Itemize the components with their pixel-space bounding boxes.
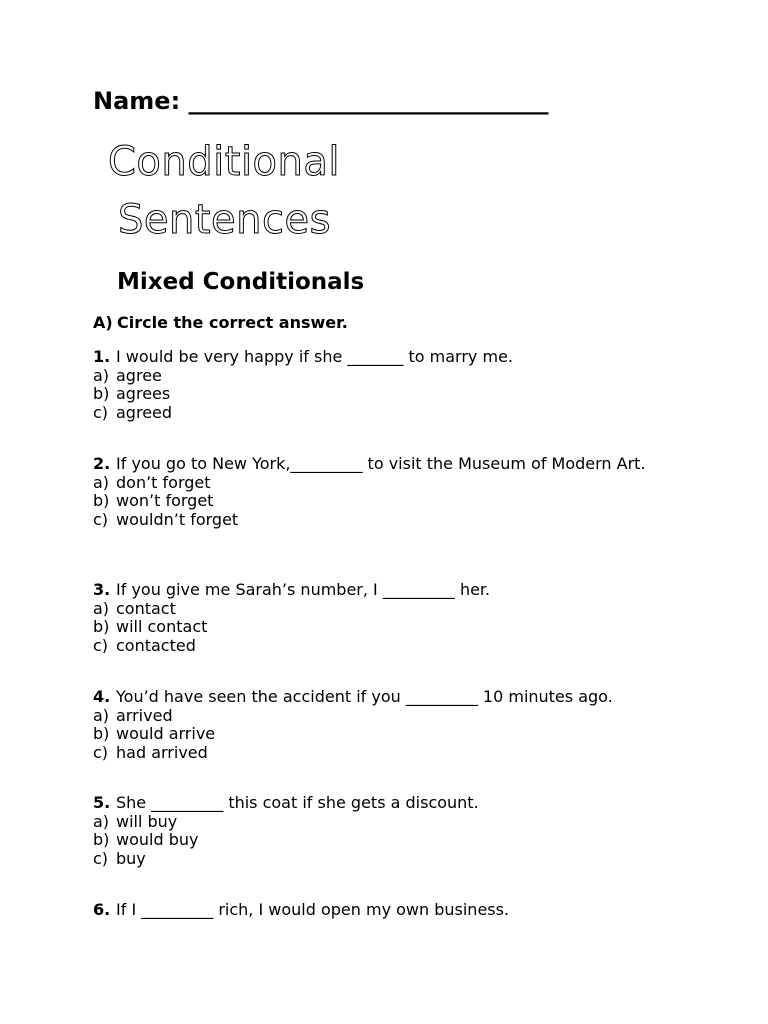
option-text: buy: [116, 848, 146, 868]
instruction-marker: A): [93, 313, 113, 332]
question-text: You’d have seen the accident if you _________ 10 minutes ago.: [116, 687, 613, 706]
question-4: [93, 688, 673, 762]
option-letter: c): [93, 635, 109, 655]
option-letter: c): [93, 509, 109, 529]
question-text: She _________ this coat if she gets a discount.: [116, 793, 479, 812]
answer-option[interactable]: [93, 404, 673, 423]
question-number: 3.: [93, 580, 111, 599]
option-text: agree: [116, 365, 162, 385]
instruction: [93, 312, 348, 334]
question-stem: [93, 794, 673, 813]
option-text: agrees: [116, 384, 171, 404]
option-letter: a): [93, 472, 110, 492]
instruction-text: Circle the correct answer.: [117, 313, 348, 332]
answer-option[interactable]: [93, 600, 673, 619]
option-letter: a): [93, 705, 110, 725]
question-text: I would be very happy if she _______ to marry me.: [116, 347, 513, 366]
option-letter: c): [93, 742, 109, 762]
option-letter: b): [93, 384, 110, 404]
question-2: [93, 455, 673, 529]
question-stem: [93, 455, 673, 474]
question-text: If you go to New York,_________ to visit the Museum of Modern Art.: [116, 454, 646, 473]
option-text: arrived: [116, 705, 173, 725]
answer-option[interactable]: [93, 813, 673, 832]
section-subtitle: Mixed Conditionals: [117, 269, 365, 295]
question-number: 2.: [93, 454, 111, 473]
option-text: would arrive: [116, 724, 216, 744]
answer-option[interactable]: [93, 492, 673, 511]
question-6: [93, 901, 673, 920]
question-5: [93, 794, 673, 868]
question-number: 4.: [93, 687, 111, 706]
option-letter: a): [93, 811, 110, 831]
answer-option[interactable]: [93, 744, 673, 763]
option-text: had arrived: [116, 742, 208, 762]
name-field-label: Name: ______________________________: [93, 87, 549, 115]
answer-option[interactable]: [93, 850, 673, 869]
question-stem: [93, 901, 673, 920]
option-letter: b): [93, 617, 110, 637]
option-letter: b): [93, 724, 110, 744]
question-1: [93, 348, 673, 422]
question-stem: [93, 348, 673, 367]
answer-option[interactable]: [93, 725, 673, 744]
answer-option[interactable]: [93, 511, 673, 530]
answer-option[interactable]: [93, 618, 673, 637]
option-text: contact: [116, 598, 176, 618]
title-line-2: Sentences: [118, 197, 331, 243]
title-line-1: Conditional: [108, 139, 341, 185]
answer-option[interactable]: [93, 637, 673, 656]
option-letter: a): [93, 598, 110, 618]
option-text: wouldn’t forget: [116, 509, 239, 529]
question-number: 5.: [93, 793, 111, 812]
option-letter: c): [93, 402, 109, 422]
answer-option[interactable]: [93, 367, 673, 386]
option-text: won’t forget: [116, 491, 214, 511]
option-text: agreed: [116, 402, 173, 422]
option-letter: c): [93, 848, 109, 868]
option-letter: b): [93, 491, 110, 511]
option-text: will buy: [116, 811, 178, 831]
question-stem: [93, 688, 673, 707]
answer-option[interactable]: [93, 474, 673, 493]
option-text: would buy: [116, 830, 199, 850]
option-letter: b): [93, 830, 110, 850]
option-text: will contact: [116, 617, 208, 637]
question-stem: [93, 581, 673, 600]
question-text: If you give me Sarah’s number, I _________ her.: [116, 580, 491, 599]
answer-option[interactable]: [93, 707, 673, 726]
question-3: [93, 581, 673, 655]
answer-option[interactable]: [93, 385, 673, 404]
question-text: If I _________ rich, I would open my own business.: [116, 900, 510, 919]
answer-option[interactable]: [93, 831, 673, 850]
option-letter: a): [93, 365, 110, 385]
question-number: 6.: [93, 900, 111, 919]
option-text: contacted: [116, 635, 196, 655]
option-text: don’t forget: [116, 472, 211, 492]
question-number: 1.: [93, 347, 111, 366]
